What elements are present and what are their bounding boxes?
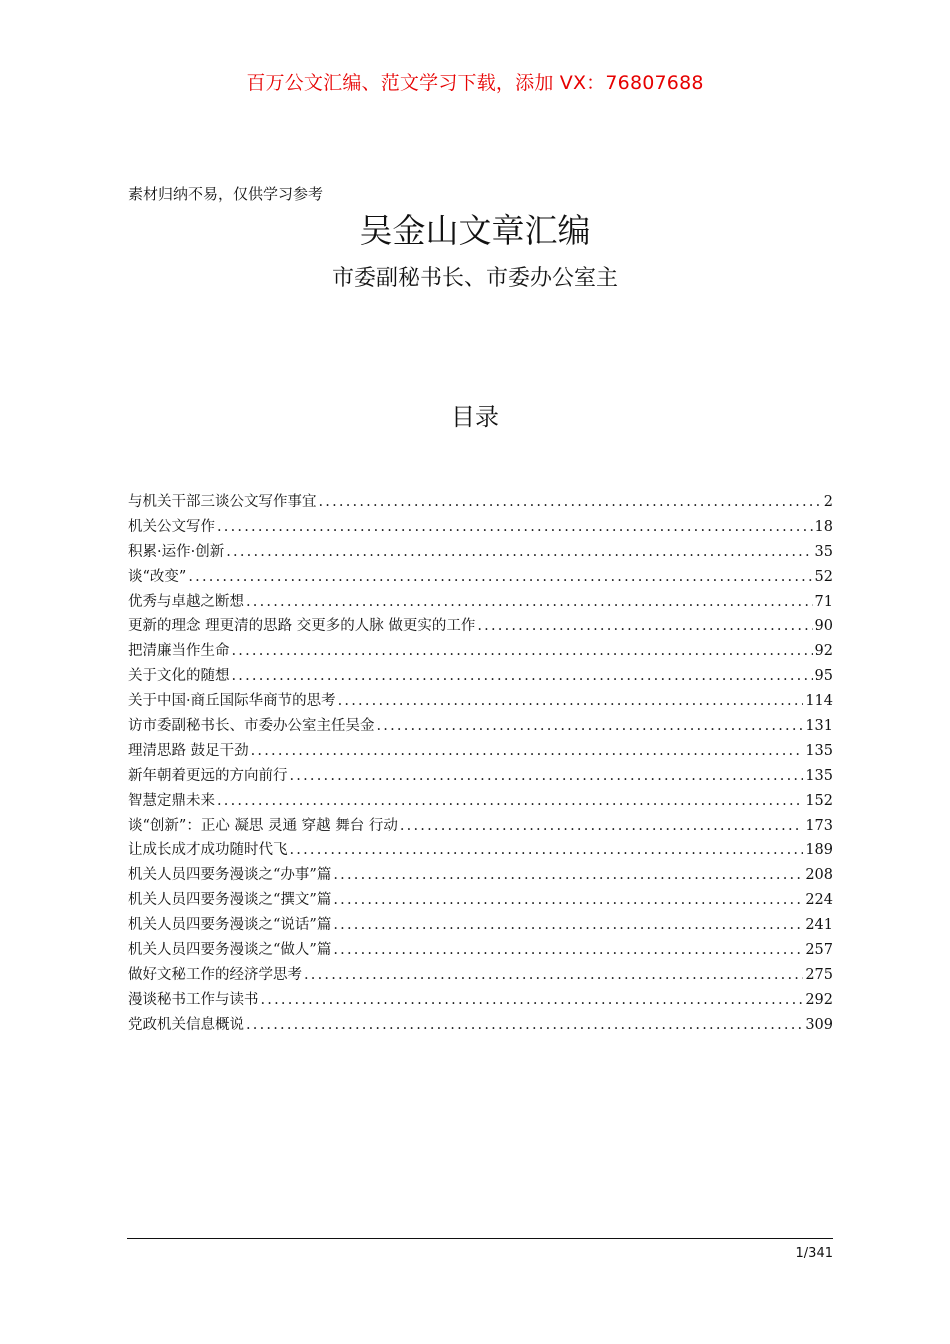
toc-entry-page: 114 <box>805 693 833 710</box>
toc-dot-leader <box>217 515 813 540</box>
toc-dot-leader <box>232 664 813 689</box>
toc-entry[interactable] <box>128 764 833 789</box>
document-subtitle: 市委副秘书长、市委办公室主 <box>331 266 618 291</box>
toc-dot-leader <box>261 988 804 1013</box>
toc-dot-leader <box>251 739 804 764</box>
toc-entry[interactable] <box>128 988 833 1013</box>
toc-entry-page: 241 <box>805 917 833 934</box>
toc-entry-title: 智慧定鼎未来 <box>128 792 215 809</box>
toc-entry-title: 理清思路 鼓足干劲 <box>128 742 249 759</box>
toc-entry-title: 机关人员四要务漫谈之“撰文”篇 <box>128 892 332 909</box>
toc-entry-title: 机关公文写作 <box>128 518 215 535</box>
toc-dot-leader <box>290 764 804 789</box>
toc-entry-title: 关于中国·商丘国际华商节的思考 <box>128 693 336 710</box>
toc-entry-title: 机关人员四要务漫谈之“办事”篇 <box>128 867 332 884</box>
toc-entry[interactable] <box>128 565 833 590</box>
toc-entry-page: 92 <box>814 643 833 660</box>
toc-entry[interactable] <box>128 590 833 615</box>
toc-dot-leader <box>338 689 804 714</box>
toc-entry-title: 优秀与卓越之断想 <box>128 593 244 610</box>
toc-entry-title: 做好文秘工作的经济学思考 <box>128 966 302 983</box>
toc-entry[interactable] <box>128 614 833 639</box>
toc-entry-page: 135 <box>805 767 833 784</box>
toc-dot-leader <box>400 814 803 839</box>
toc-dot-leader <box>217 789 803 814</box>
toc-entry[interactable] <box>128 913 833 938</box>
toc-entry-title: 访市委副秘书长、市委办公室主任吴金 <box>128 718 375 735</box>
toc-dot-leader <box>333 888 803 913</box>
toc-entry[interactable] <box>128 938 833 963</box>
toc-entry-title: 积累·运作·创新 <box>128 543 225 560</box>
toc-entry-page: 173 <box>805 817 833 834</box>
toc-entry-title: 机关人员四要务漫谈之“做人”篇 <box>128 942 332 959</box>
toc-entry-title: 与机关干部三谈公文写作事宜 <box>128 494 317 510</box>
toc-dot-leader <box>319 490 822 515</box>
toc-dot-leader <box>290 838 804 863</box>
toc-entry[interactable] <box>128 689 833 714</box>
toc-entry[interactable] <box>128 639 833 664</box>
toc-entry-title: 关于文化的随想 <box>128 668 230 685</box>
toc-entry-page: 208 <box>805 867 833 884</box>
toc-entry-title: 更新的理念 理更清的思路 交更多的人脉 做更实的工作 <box>128 618 476 635</box>
toc-dot-leader <box>377 714 804 739</box>
toc-entry[interactable] <box>128 739 833 764</box>
toc-entry[interactable] <box>128 540 833 565</box>
toc-entry-title: 漫谈秘书工作与读书 <box>128 991 259 1008</box>
toc-entry-page: 2 <box>823 494 833 510</box>
toc-dot-leader <box>226 540 812 565</box>
toc-entry[interactable] <box>128 714 833 739</box>
toc-entry-page: 71 <box>814 593 833 610</box>
toc-dot-leader <box>333 938 803 963</box>
toc-entry-page: 95 <box>814 668 833 685</box>
toc-dot-leader <box>477 614 812 639</box>
toc-entry-title: 让成长成才成功随时代飞 <box>128 842 288 859</box>
toc-entry-page: 131 <box>805 718 833 735</box>
toc-entry-page: 135 <box>805 742 833 759</box>
toc-entry[interactable] <box>128 888 833 913</box>
toc-dot-leader <box>246 1013 803 1038</box>
toc-dot-leader <box>232 639 813 664</box>
toc-entry-page: 18 <box>814 518 833 535</box>
toc-entry[interactable] <box>128 814 833 839</box>
toc-dot-leader <box>333 863 803 888</box>
footer-divider <box>127 1238 833 1239</box>
toc-entry[interactable] <box>128 1013 833 1038</box>
toc-dot-leader <box>304 963 803 988</box>
toc-dot-leader <box>333 913 803 938</box>
toc-entry-title: 把清廉当作生命 <box>128 643 230 660</box>
toc-entry-title: 党政机关信息概说 <box>128 1016 244 1033</box>
toc-entry-page: 275 <box>805 966 833 983</box>
toc-entry-page: 189 <box>805 842 833 859</box>
table-of-contents <box>128 490 833 1038</box>
toc-entry[interactable] <box>128 863 833 888</box>
toc-entry[interactable] <box>128 490 833 515</box>
front-note: 素材归纳不易，仅供学习参考 <box>128 185 324 203</box>
promo-banner: 百万公文汇编、范文学习下载，添加 VX：76807688 <box>246 72 704 94</box>
toc-entry-page: 292 <box>805 991 833 1008</box>
toc-entry-title: 新年朝着更远的方向前行 <box>128 767 288 784</box>
toc-entry[interactable] <box>128 789 833 814</box>
toc-entry-page: 224 <box>805 892 833 909</box>
toc-entry-page: 309 <box>805 1016 833 1033</box>
toc-entry-title: 机关人员四要务漫谈之“说话”篇 <box>128 917 332 934</box>
toc-entry-title: 谈“改变” <box>128 568 187 585</box>
toc-entry-page: 152 <box>805 792 833 809</box>
toc-entry[interactable] <box>128 963 833 988</box>
toc-entry-title: 谈“创新”：正心 凝思 灵通 穿越 舞台 行动 <box>128 817 398 834</box>
page-number: 1/341 <box>795 1246 833 1261</box>
toc-dot-leader <box>188 565 812 590</box>
toc-heading: 目录 <box>451 403 499 431</box>
toc-entry-page: 257 <box>805 942 833 959</box>
toc-dot-leader <box>246 590 813 615</box>
toc-entry[interactable] <box>128 838 833 863</box>
toc-entry[interactable] <box>128 515 833 540</box>
document-title: 吴金山文章汇编 <box>359 211 591 250</box>
toc-entry-page: 52 <box>814 568 833 585</box>
toc-entry[interactable] <box>128 664 833 689</box>
toc-entry-page: 90 <box>814 618 833 635</box>
toc-entry-page: 35 <box>814 543 833 560</box>
